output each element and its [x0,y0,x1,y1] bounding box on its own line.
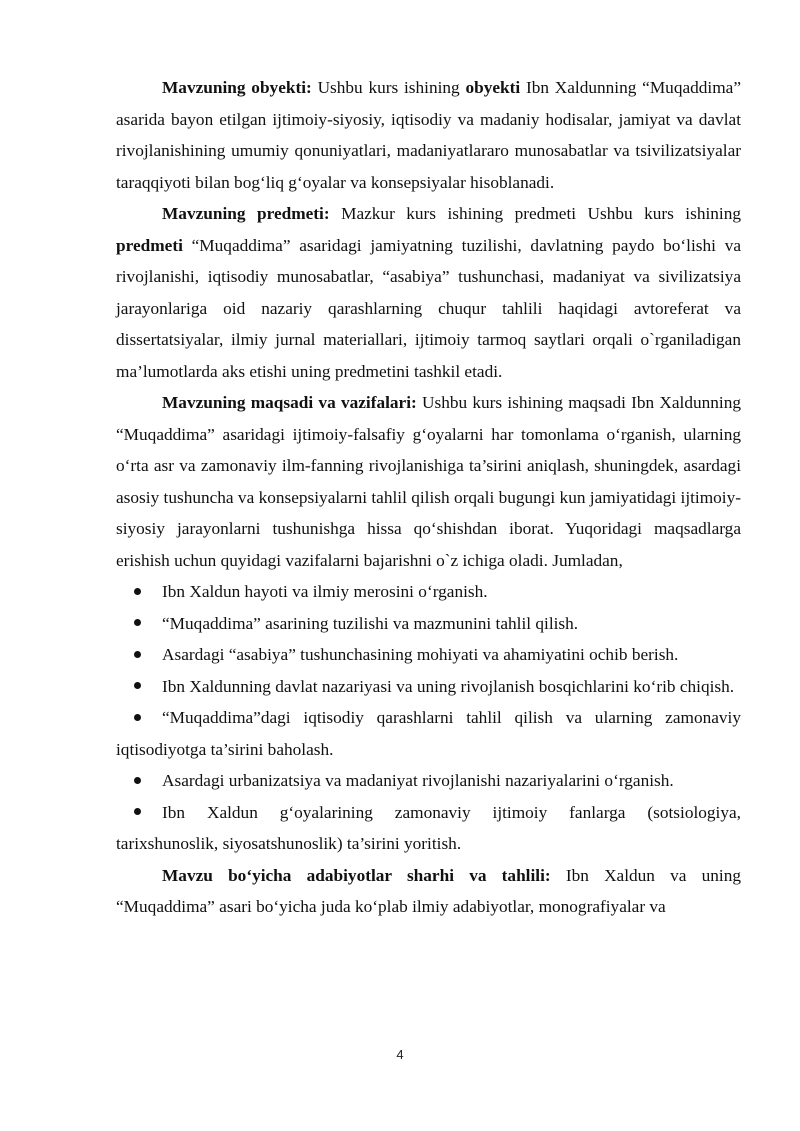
bullet-icon [134,777,141,784]
list-item [116,797,741,860]
list-item-text: Ibn Xaldunning davlat nazariyasi va uning rivojlanish bosqichlarini ko‘rib chiqish. [162,676,735,696]
paragraph-text: Mazkur kurs ishining predmeti Ushbu kurs ishining [329,204,741,223]
paragraph-literature [116,860,741,923]
list-item-text: Ibn Xaldun g‘oyalarining zamonaviy ijtimoiy fanlarga (sotsiologiya, tarixshunoslik, siyosatshunoslik) ta’sirini yoritish. [116,802,741,853]
list-item-text: “Muqaddima”dagi iqtisodiy qarashlarni tahlil qilish va ularning zamonaviy iqtisodiyotga ta’sirini baholash. [116,708,741,759]
bullet-icon [134,619,141,626]
bold-term: obyekti [465,78,521,97]
heading-literature: Mavzu bo‘yicha adabiyotlar sharhi va tahlili: [162,865,551,885]
page-number: 4 [396,1047,404,1062]
list-item-text: “Muqaddima” asarining tuzilishi va mazmunini tahlil qilish. [162,613,579,633]
paragraph-object [116,72,741,198]
paragraph-text: “Muqaddima” asaridagi jamiyatning tuzilishi, davlatning paydo bo‘lishi va rivojlanishi, iqtisodiy munosabatlar, “asabiya” tushunchasi, madaniyat va sivilizatsiya jarayonlariga oid nazariy qarashlarning chuqur tahlili haqidagi avtoreferat va dissertatsiyalar, ilmiy jurnal materiallari, ijtimoiy tarmoq saytlari orqali o`rganiladigan ma’lumotlarda aks etishi uning predmetini tashkil etadi. [116,235,741,381]
paragraph-subject [116,198,741,387]
list-item [116,608,741,640]
list-item [116,671,741,703]
paragraph-text: Ushbu kurs ishining maqsadi Ibn Xaldunning “Muqaddima” asaridagi ijtimoiy-falsafiy g‘oyalarni har tomonlama o‘rganish, ularning o‘rta asr va zamonaviy ilm-fanning rivojlanishiga ta’sirini aniqlash, shuningdek, asardagi asosiy tushuncha va konsepsiyalarni tahlil qilish orqali bugungi kun jamiyatidagi ijtimoiy-siyosiy jarayonlarni tushunishga hissa qo‘shishdan iborat. Yuqoridagi maqsadlarga erishish uchun quyidagi vazifalarni bajarishni o`z ichiga oladi. Jumladan, [116,393,741,570]
list-item-text: Asardagi “asabiya” tushunchasining mohiyati va ahamiyatini ochib berish. [162,645,679,664]
heading-goals: Mavzuning maqsadi va vazifalari: [162,393,417,412]
heading-object: Mavzuning obyekti: [162,78,312,97]
bullet-icon [134,588,141,595]
list-item-text: Ibn Xaldun hayoti va ilmiy merosini o‘rganish. [162,582,488,601]
paragraph-text: Ibn Xaldun va uning “Muqaddima” asari bo‘yicha juda ko‘plab ilmiy adabiyotlar, monografiyalar va [116,865,742,916]
page-body [116,72,741,923]
heading-subject: Mavzuning predmeti: [162,204,330,223]
list-item-text: Asardagi urbanizatsiya va madaniyat rivojlanishi nazariyalarini o‘rganish. [162,771,674,790]
list-item [116,576,741,608]
list-item [116,765,741,797]
list-item [116,639,741,671]
task-list [116,576,741,860]
paragraph-text: Ushbu kurs ishining [311,78,466,97]
bullet-icon [134,651,141,658]
list-item [116,702,741,765]
bullet-icon [134,808,141,815]
bullet-icon [134,682,141,689]
bullet-icon [134,714,141,721]
paragraph-text: Ibn Xaldunning “Muqaddima” asarida bayon etilgan ijtimoiy-siyosiy, iqtisodiy va madaniy hodisalar, jamiyat va davlat rivojlanishining umumiy qonuniyatlari, madaniyatlararo munosabatlar va tsivilizatsiyalar taraqqiyoti bilan bog‘liq g‘oyalar va konsepsiyalar hisoblanadi. [116,78,741,192]
paragraph-goals [116,387,741,576]
bold-term: predmeti [116,235,183,255]
